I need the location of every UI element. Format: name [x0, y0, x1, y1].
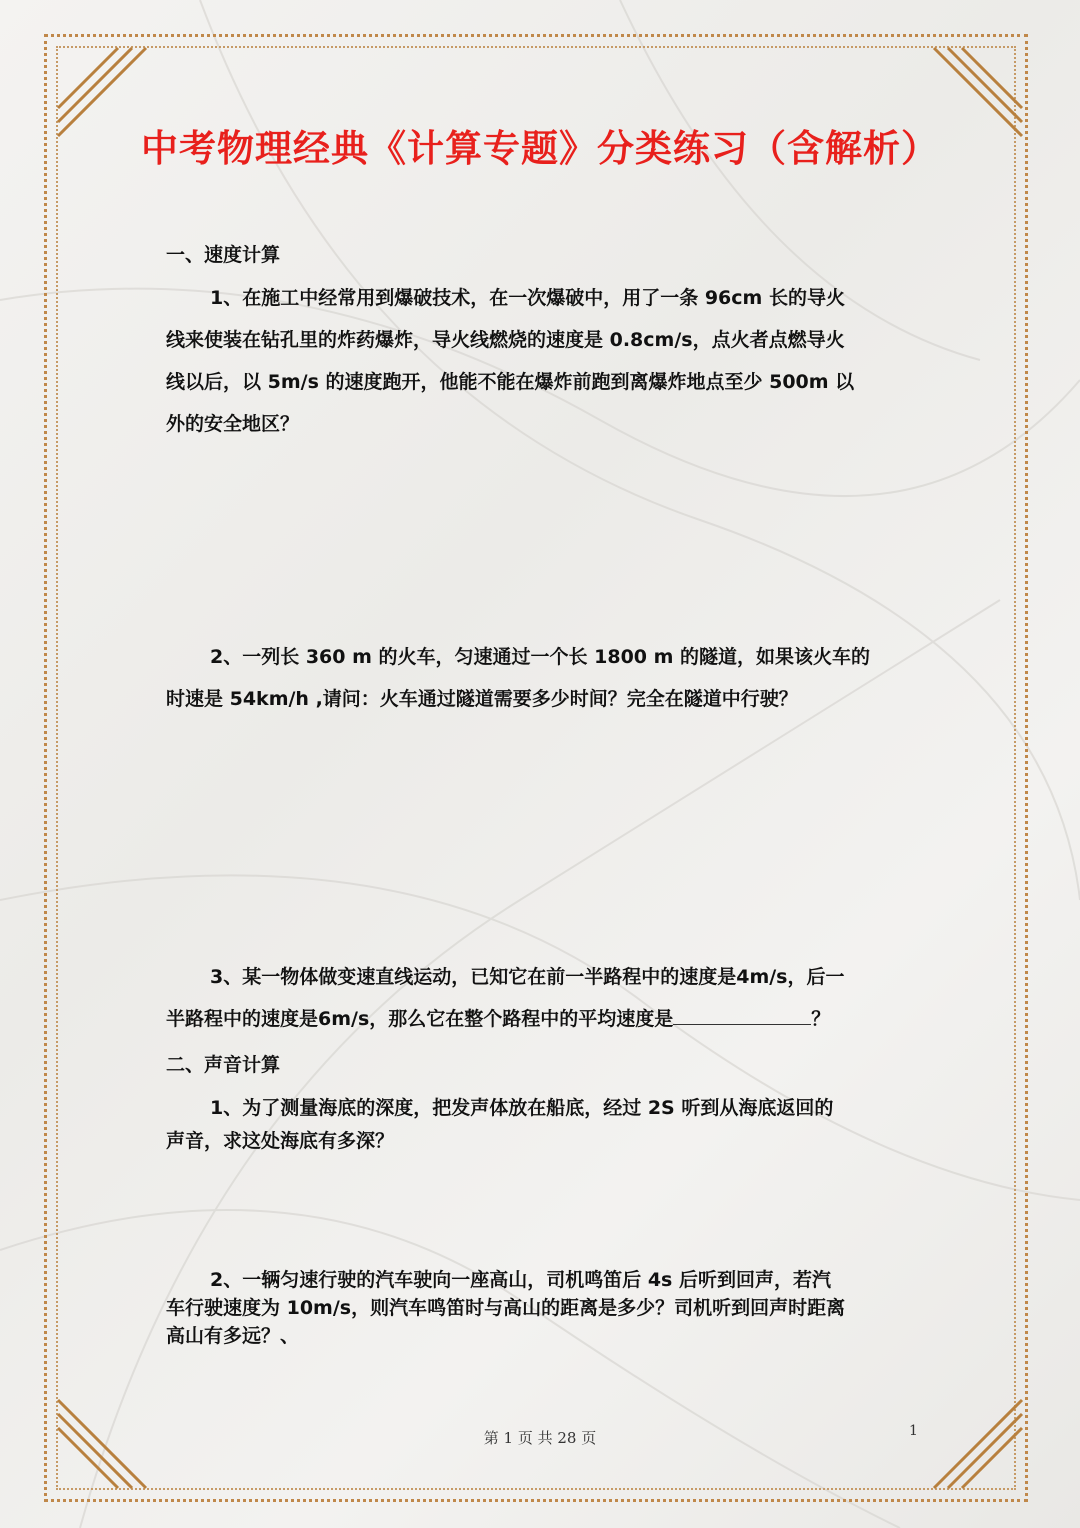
page-footer: 第 1 页 共 28 页: [483, 1429, 597, 1447]
question-line: 2、一列长 360 m 的火车，匀速通过一个长 1800 m 的隧道，如果该火车的: [210, 646, 871, 668]
answer-blank: [673, 1002, 811, 1025]
speed-question-2: [166, 636, 924, 720]
question-line: 声音，求这处海底有多深？: [166, 1130, 395, 1152]
question-line: 高山有多远？、: [166, 1325, 300, 1347]
question-line: 3、某一物体做变速直线运动，已知它在前一半路程中的速度是4m/s，后一: [210, 966, 845, 988]
section-heading-speed: 一、速度计算: [166, 244, 281, 266]
question-line: 线以后，以 5m/s 的速度跑开，他能不能在爆炸前跑到离爆炸地点至少 500m 以: [166, 371, 855, 393]
question-line: 外的安全地区？: [166, 413, 300, 435]
question-line: 线来使装在钻孔里的炸药爆炸，导火线燃烧的速度是 0.8cm/s，点火者点燃导火: [166, 329, 845, 351]
question-line: 2、一辆匀速行驶的汽车驶向一座高山，司机鸣笛后 4s 后听到回声，若汽: [210, 1269, 831, 1291]
section-heading-sound: 二、声音计算: [166, 1054, 281, 1076]
question-line: 1、在施工中经常用到爆破技术，在一次爆破中，用了一条 96cm 长的导火: [210, 287, 845, 309]
document-title: 中考物理经典《计算专题》分类练习（含解析）: [141, 127, 939, 170]
question-text: ？: [811, 1008, 831, 1030]
question-line: 1、为了测量海底的深度，把发声体放在船底，经过 2S 听到从海底返回的: [210, 1097, 834, 1119]
sound-question-1: [166, 1087, 924, 1159]
question-line: 车行驶速度为 10m/s，则汽车鸣笛时与高山的距离是多少？司机听到回声时距离: [166, 1297, 846, 1319]
question-line-with-blank: [166, 998, 924, 1040]
question-line: 时速是 54km/h ,请问：火车通过隧道需要多少时间？完全在隧道中行驶？: [166, 688, 798, 710]
speed-question-3: [166, 956, 924, 1040]
question-text: 半路程中的速度是6m/s，那么它在整个路程中的平均速度是: [166, 1008, 674, 1030]
page-number: 1: [909, 1423, 918, 1439]
speed-question-1: [166, 277, 924, 445]
sound-question-2: [166, 1266, 924, 1350]
